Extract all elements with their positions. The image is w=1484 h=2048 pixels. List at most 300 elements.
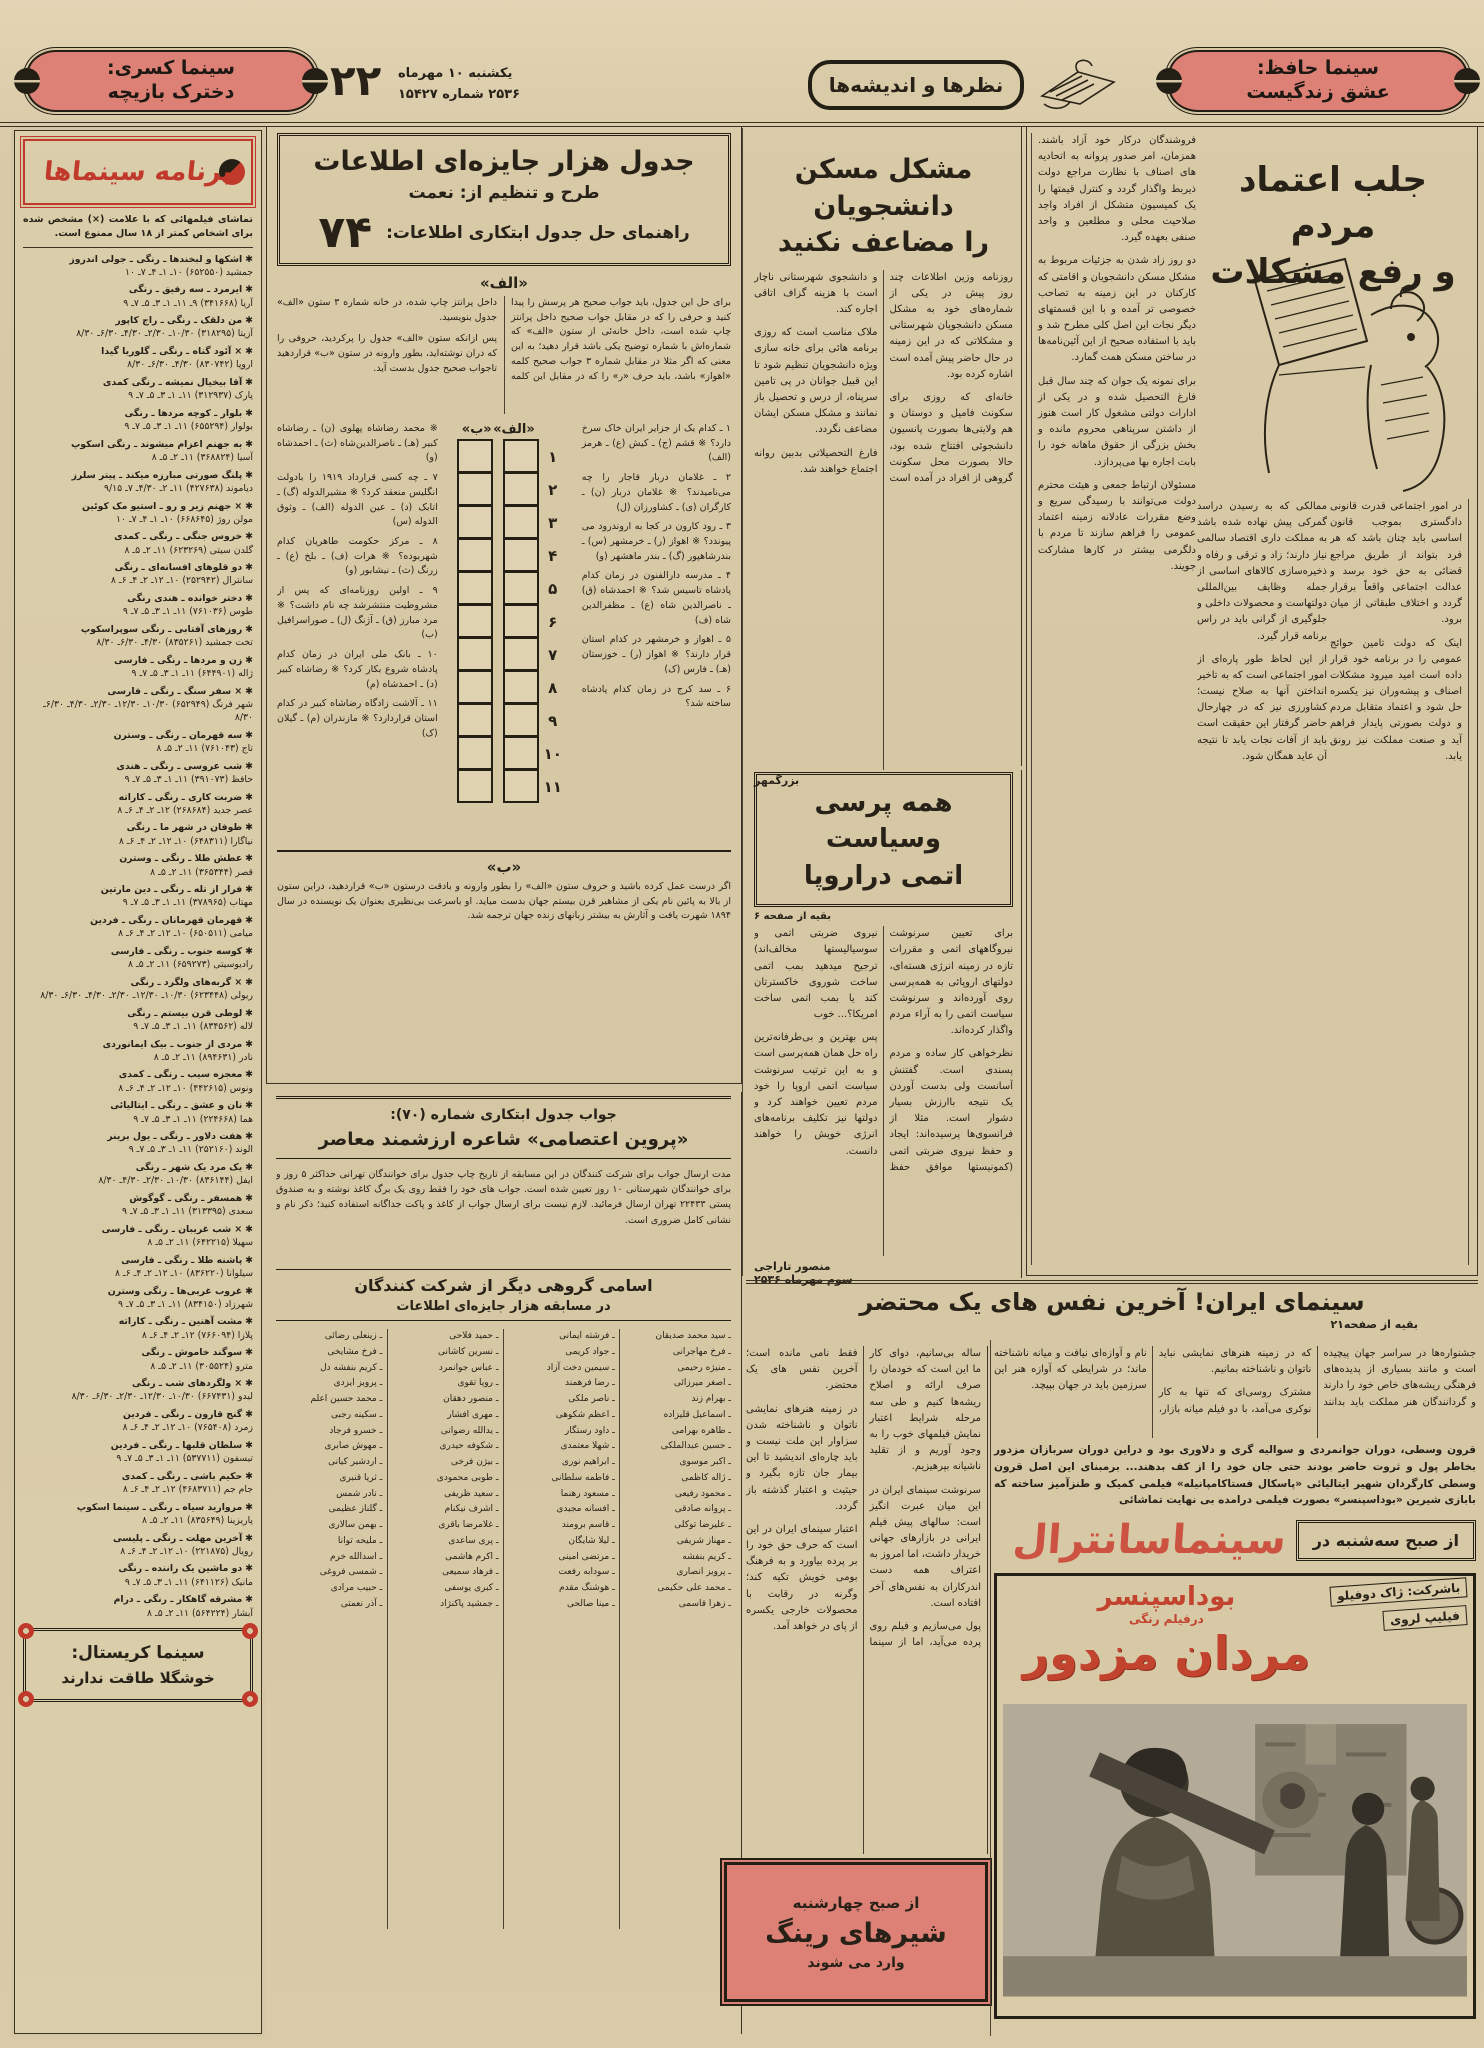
film-title: × جهنم زیر و رو ـ استیو مک کوئین bbox=[81, 500, 243, 512]
grid-label-be: «ب» bbox=[461, 422, 492, 437]
cinema-listing-item bbox=[23, 1130, 253, 1156]
article-paragraph: از این لحاظ طور پاره‌ای از امور اجتماعی است که به تاخیر انداختن آنها به صلاح نیست؛ کشاورزی نیز که در چهارحال حاضر گرفتار این حقیقت است باید از آفات نجات یابد تا نتیجه آن عاید همگان شود. bbox=[1197, 653, 1327, 762]
film-title: گنج قارون ـ رنگی ـ فردین bbox=[122, 1409, 243, 1421]
cinema-listing-item bbox=[23, 791, 253, 817]
in-color-film-label: درفیلم رنگی bbox=[1128, 1612, 1204, 1627]
participant-name: ـ پروانه صادقی bbox=[674, 1504, 731, 1515]
cinema-showtimes: شهر فرنگ (۶۵۲۹۴۹) ۱۰/۳۰ـ ۱۲/۳۰ـ ۲/۳۰ـ ۴/۳۰ـ ۶/۳۰ـ ۸/۳۰ bbox=[43, 698, 253, 724]
article-paragraph: فارغ التحصیلاتی بدبین روانه اجتماع خواهند شد. bbox=[754, 447, 878, 475]
participant-name: ـ ملیحه توانا bbox=[337, 1535, 383, 1546]
participant-name: ـ فرهاد سمیعی bbox=[442, 1567, 499, 1578]
participant-name: ـ رضا فرهمند bbox=[565, 1378, 615, 1389]
cinema-listing-item bbox=[23, 345, 253, 371]
cinema-listing-item bbox=[23, 376, 253, 402]
film-title: × شب غریبان ـ رنگی ـ فارسی bbox=[101, 1223, 243, 1235]
grid-cell-be[interactable] bbox=[457, 736, 493, 770]
cinema-iran-body-left bbox=[746, 1346, 988, 1854]
grid-cell-alef[interactable] bbox=[503, 736, 539, 770]
star-bullet-icon: ✱ bbox=[245, 1378, 253, 1390]
participants-names bbox=[276, 1329, 731, 1929]
ring-ad-line1: از صبح چهارشنبه bbox=[792, 1893, 920, 1912]
grid-cell-be[interactable] bbox=[457, 571, 493, 605]
grid-row-number: ۹ bbox=[548, 711, 558, 730]
star-bullet-icon: ✱ bbox=[245, 945, 253, 957]
star-bullet-icon: ✱ bbox=[245, 315, 253, 327]
film-title: مشت آهنین ـ رنگی ـ کاراته bbox=[118, 1316, 243, 1328]
grid-row bbox=[457, 539, 563, 572]
cinema-showtimes: میامی (۶۵۰۵۱۱) ۱۰ـ ۱۲ـ ۲ـ ۴ـ ۶ـ ۸ bbox=[118, 928, 253, 940]
star-bullet-icon: ✱ bbox=[245, 1594, 253, 1606]
puzzle-question: ۳ ـ رود کارون در کجا به اروندرود می پیوندد؟ ※ اهواز (ر) ـ خرمشهر (س) ـ بندرشاهپور (گ) ـ بندر ماهشهر (و) bbox=[581, 521, 731, 562]
grid-cell-be[interactable] bbox=[457, 439, 493, 473]
participant-name: ـ قاسم برومند bbox=[561, 1520, 615, 1530]
participant-name: ـ علیرضا توکلی bbox=[674, 1520, 731, 1530]
cinema-showtimes: آسیا (۳۶۸۸۲۴) ۱۱ـ ۲ـ ۵ـ ۸ bbox=[151, 451, 253, 463]
cinema-listing-item bbox=[23, 438, 253, 464]
grid-cell-be[interactable] bbox=[457, 769, 493, 803]
star-bullet-icon: ✱ bbox=[245, 624, 253, 635]
participant-name: ـ پرویز انصاری bbox=[676, 1567, 731, 1578]
grid-cell-alef[interactable] bbox=[503, 604, 539, 638]
participant-name: ـ فاطمه سلطانی bbox=[551, 1472, 615, 1483]
film-title: دو ماشین یک راننده ـ رنگی bbox=[118, 1563, 243, 1575]
cinema-program-header bbox=[23, 139, 253, 205]
mozdoor-ad-box bbox=[994, 1573, 1476, 2019]
cinema-iran-page-ref: بقیه از صفحه۲۱ bbox=[1330, 1318, 1418, 1331]
page-number: ۲۲ bbox=[330, 56, 382, 105]
star-bullet-icon: ✱ bbox=[245, 1347, 253, 1359]
participant-name: ـ بهرام زند bbox=[691, 1394, 731, 1404]
grid-cell-alef[interactable] bbox=[503, 769, 539, 803]
grid-cell-alef[interactable] bbox=[503, 505, 539, 539]
cinema-listing-item bbox=[23, 1068, 253, 1094]
grid-row-number: ۵ bbox=[548, 579, 558, 598]
puzzle-alef-heading: «الف» bbox=[479, 274, 529, 292]
cinema-listing-item bbox=[23, 407, 253, 433]
trust-body-col1 bbox=[1031, 133, 1196, 1265]
participant-name: ـ نادر شمس bbox=[336, 1488, 383, 1499]
grid-row-number: ۱۱ bbox=[543, 777, 562, 796]
star-bullet-icon: ✱ bbox=[245, 1162, 253, 1174]
ad-intro-text: قرون وسطی، دوران جوانمردی و سوالیه گری و دلاوری بود و دراین دوران سربازان مزدور بخاطر پول و ثروت حاضر بودند حتی جان خود را از کف بدهند... برمبنای این اصل قرون وسطی کارگردان شهیر ایتالیائی «پاسکال فستاکامپانیله» فیلمی کمیک و طنزآمیز ساخته که بابازی شیرین «بوداسپنسر» بصورت فیلمی درامده بی نهایت تماشائی bbox=[994, 1444, 1476, 1507]
grid-cell-alef[interactable] bbox=[503, 571, 539, 605]
participant-name: ـ فرشته ایمانی bbox=[559, 1331, 615, 1341]
participant-name: ـ خسرو فرجاد bbox=[329, 1425, 383, 1436]
film-title: سلطان قلبها ـ رنگی ـ فردین bbox=[110, 1439, 243, 1451]
bud-spencer-name: بوداسپنسر bbox=[1097, 1582, 1236, 1613]
cinema-listing-item bbox=[23, 852, 253, 878]
article-paragraph: مسئولان ارتباط جمعی و هیئت محترم دولت می‌توانند با رسیدگی سریع و وضع مقررات عادلانه زمینه اعتماد عمومی را فراهم سازند تا مردم با دلگرمی بیشتر در کارها مشارکت جویند. bbox=[1038, 479, 1196, 572]
participant-name: ـ یدالله رضوانی bbox=[440, 1425, 499, 1436]
cinema-showtimes: طوس (۷۶۱۰۳۶) ۱۱ـ ۱ـ ۳ـ ۵ـ ۷ـ ۹ bbox=[122, 606, 253, 618]
article-divider-rule bbox=[746, 1280, 1478, 1284]
grid-cell-be[interactable] bbox=[457, 670, 493, 704]
reader-illustration bbox=[1195, 245, 1471, 493]
referendum-title-line1: همه پرسی وسیاست bbox=[814, 788, 953, 855]
article-paragraph: پس بهترین و بی‌طرفانه‌ترین راه حل همان همه‌پرسی است و به این ترتیب سرنوشت سیاست اتمی اروپا را خود مردم تعیین خواهند کرد و دولتها نیز تکلیف برنامه‌های انرژی خویش را خواهند دانست. bbox=[754, 1032, 878, 1157]
film-title: × گربه‌های ولگرد ـ رنگی bbox=[130, 976, 243, 988]
grid-label-alef: «الف» bbox=[493, 422, 535, 437]
grid-cell-be[interactable] bbox=[457, 703, 493, 737]
star-bullet-icon: ✱ bbox=[245, 1563, 253, 1575]
cinema-showtimes: جمشید (۶۵۲۵۵۰) ۱۰ـ ۱ـ ۴ـ ۷ـ ۱۰ bbox=[125, 266, 253, 278]
star-bullet-icon: ✱ bbox=[245, 1285, 253, 1297]
section-title-box bbox=[808, 60, 1024, 110]
star-bullet-icon: ✱ bbox=[245, 531, 253, 543]
cinema-showtimes: مولن روژ (۶۶۸۶۴۵) ۱۰ـ ۱ـ ۴ـ ۷ـ ۱۰ bbox=[115, 513, 253, 525]
star-bullet-icon: ✱ bbox=[245, 685, 253, 697]
cinema-listing-item bbox=[23, 654, 253, 680]
film-title: زن و مردها ـ رنگی ـ فارسی bbox=[113, 654, 243, 666]
cinema-showtimes: ایفل (۸۳۶۱۴۴) ۱۰/۳۰ـ ۲/۳۰ـ ۴/۳۰ـ ۸/۳۰ bbox=[98, 1175, 253, 1187]
cinema-showtimes: پارک (۳۱۲۹۳۷) ۱۱ـ ۱ـ ۳ـ ۵ـ ۷ـ ۹ bbox=[128, 390, 253, 402]
grid-cell-alef[interactable] bbox=[503, 637, 539, 671]
participant-name: ـ پری ساعدی bbox=[448, 1535, 499, 1546]
film-title: × سفر سنگ ـ رنگی ـ فارسی bbox=[107, 685, 243, 697]
participant-name: ـ اشرف نیکنام bbox=[444, 1504, 499, 1515]
participant-name: ـ محمد حسین اعلم bbox=[310, 1394, 383, 1404]
puzzle-be-heading: «ب» bbox=[486, 858, 522, 876]
cinema-listing-item bbox=[23, 1315, 253, 1341]
participants-header bbox=[276, 1269, 731, 1321]
cinema-showtimes: جام جم (۴۶۸۳۷۱۱) ۱۲ـ ۲ـ ۴ـ ۶ـ ۸ bbox=[122, 1484, 253, 1495]
referendum-headline-box bbox=[754, 772, 1013, 907]
star-bullet-icon: ✱ bbox=[245, 1131, 253, 1143]
cinema-showtimes: زمرد (۷۶۵۴۰۸) ۱۰ـ ۱۲ـ ۲ـ ۴ـ ۶ـ ۸ bbox=[122, 1422, 253, 1434]
date-block bbox=[398, 64, 520, 106]
cinema-listing-item bbox=[23, 1254, 253, 1280]
kristal-ad-box bbox=[23, 1628, 253, 1702]
contest-note: مدت ارسال جواب برای شرکت کنندگان در این مسابقه از تاریخ چاپ جدول برای خوانندگان تهرانی حداکثر ۵ روز و برای خوانندگان شهرستانی ۱۰ روز تعیین شده است. جواب های خود را فقط روی یک برگ کاغذ نوشته و به صندوق پستی ۲۲۴۳۳ تهران ارسال فرمائید. لازم نیست برای ارسال جواب از کاغذ و پاکت جداگانه استفاده کنید؛ ذکر نام و نشانی کامل ضروری است. bbox=[276, 1169, 731, 1226]
participant-name: ـ شهلا معتمدی bbox=[560, 1441, 615, 1452]
participant-name: ـ فرخ مهاجرانی bbox=[672, 1346, 731, 1357]
section-title: نظرها و اندیشه‌ها bbox=[828, 73, 1004, 97]
film-title: اشکها و لبخندها ـ رنگی ـ جولی اندروز bbox=[69, 253, 243, 265]
referendum-body bbox=[754, 926, 1013, 1256]
cinema-showtimes: آزیتا (۳۱۸۲۹۵) ۱۰/۳۰ـ ۲/۳۰ـ ۴/۳۰ـ ۶/۳۰ـ ۸/۳۰ bbox=[76, 328, 253, 340]
cinema-listing-item bbox=[23, 914, 253, 940]
cinema-listing-item bbox=[23, 1532, 253, 1558]
article-paragraph: جشنواره‌ها در سراسر جهان پیچیده است و مانند بسیاری از پدیده‌های فرهنگی ریشه‌های خاص خود را دارند و گردانندگان هنر مملکت باید بدانند که در زمینه هنرهای نمایشی نباید ناتوان و ناشناخته بمانیم. bbox=[1158, 1348, 1476, 1408]
participant-name: ـ مهری افشار bbox=[447, 1409, 499, 1420]
film-title: نان و عشق ـ رنگی ـ ایتالیائی bbox=[110, 1100, 243, 1112]
article-paragraph: سرنوشت سینمای ایران در این میان عبرت انگیز است: سالهای پیش فیلم ایرانی در بازارهای جهانی خریدار داشت، اما امروز به اعتراف همه دست اندرکاران به نفس‌های آخر افتاده است. bbox=[869, 1484, 981, 1609]
grid-cell-be[interactable] bbox=[457, 472, 493, 506]
participant-name: ـ حسین عبدالملکی bbox=[660, 1441, 731, 1452]
cinema-listing-item bbox=[23, 883, 253, 909]
participant-name: ـ مسعود رهنما bbox=[560, 1488, 615, 1499]
column-rule bbox=[742, 128, 743, 1276]
participant-name: ـ محمد علی حکیمی bbox=[657, 1583, 731, 1593]
cinema-showtimes: گلدن سیتی (۶۲۳۲۶۹) ۱۱ـ ۲ـ ۵ـ ۸ bbox=[124, 544, 253, 556]
star-bullet-icon: ✱ bbox=[245, 884, 253, 896]
film-title: هفت دلاور ـ رنگی ـ یول برینر bbox=[107, 1131, 243, 1143]
referendum-page-ref: بقیه از صفحه ۶ bbox=[754, 911, 831, 923]
participant-name: ـ اردشیر کیانی bbox=[328, 1457, 383, 1467]
cinema-showtimes: عصر جدید (۲۶۸۶۸۴) ۱۲ـ ۲ـ ۴ـ ۶ـ ۸ bbox=[117, 804, 253, 816]
participant-name: ـ آذر نعمتی bbox=[340, 1598, 383, 1609]
article-paragraph: در امور اجتماعی قدرت قانونی دادگستری بموجب قانون اساسی باید چنان باشد که هر فرد بتواند از طریق مراجع قضائی به حق خود برسد و عدالت اجتماعی واقعاً برقرار گردد و اختلاف طبقاتی از میان برود. bbox=[1330, 501, 1462, 626]
cinema-listing-item bbox=[23, 283, 253, 309]
cinema-listing-item bbox=[23, 1099, 253, 1125]
film-title: آخرین مهلت ـ رنگی ـ پلیسی bbox=[113, 1532, 243, 1544]
instruction-paragraph: پس ازانکه ستون «الف» جدول را پرکردید، حروفی را که دران نوشته‌اید، بطور وارونه در ستون «ب» قراردهید تاجواب صحیح جدول بدست آید. bbox=[277, 333, 497, 374]
cinema-listing-item bbox=[23, 592, 253, 618]
star-bullet-icon: ✱ bbox=[245, 915, 253, 927]
grid-row bbox=[457, 572, 563, 605]
film-title: مردی از جنوب ـ بیک ایمانوردی bbox=[102, 1038, 243, 1050]
banner-ornament-icon bbox=[302, 68, 328, 94]
star-bullet-icon: ✱ bbox=[245, 1439, 253, 1451]
participant-name: ـ اسدالله خرم bbox=[329, 1551, 383, 1562]
film-title: دختر خوانده ـ هندی رنگی bbox=[127, 593, 243, 605]
from-tuesday-box: از صبح سه‌شنبه در bbox=[1296, 1520, 1476, 1561]
trust-article bbox=[1026, 126, 1478, 1276]
answer-70-value: «پروین اعتصامی» شاعره ارزشمند معاصر bbox=[318, 1129, 689, 1150]
film-still-image bbox=[1003, 1704, 1467, 1997]
participant-name: ـ مهوش صابری bbox=[324, 1441, 383, 1452]
grid-row-number: ۱ bbox=[548, 447, 558, 466]
banner-ornament-icon bbox=[1156, 68, 1182, 94]
star-bullet-icon: ✱ bbox=[245, 654, 253, 666]
participant-name: ـ اصغر میرزائی bbox=[673, 1378, 731, 1389]
star-bullet-icon: ✱ bbox=[245, 729, 253, 741]
instruction-paragraph: برای حل این جدول، باید جواب صحیح هر پرسش را پیدا کنید و حرفی را که در مقابل جواب صحیح داخل پرانتز چاپ شده است، داخل خانه‌ئی از ستون «الف» که شماره‌اش با شماره توضیح یکی باشد قرار دهید؛ به این معنی که اگر مثلا در مقابل شماره ۳ جواب صحیح کلمه «اهواز» باشد، باید حرف «ر» را که در مقابل این کلمه داخل پرانتز چاپ شده، در خانه شماره ۳ ستون «الف» جدول بنویسید. bbox=[277, 297, 731, 382]
film-title: لوطی قرن بیستم ـ رنگی bbox=[127, 1007, 243, 1019]
cinema-listing-item bbox=[23, 1562, 253, 1588]
cinema-listing-item bbox=[23, 1161, 253, 1187]
puzzle-byline: طرح و تنظیم از: نعمت bbox=[408, 183, 600, 203]
puzzle-question: ۹ ـ اولین روزنامه‌ای که پس از مشروطیت منتشرشد چه نام داشت؟ ※ مرد مبارز (ق) ـ آژنگ (ل) ـ صوراسرافیل (ب) bbox=[277, 585, 438, 641]
puzzle-questions-left bbox=[277, 422, 438, 850]
cinema-listing-item bbox=[23, 1408, 253, 1434]
cinema-listing-item bbox=[23, 530, 253, 556]
grid-row bbox=[457, 473, 563, 506]
grid-cell-alef[interactable] bbox=[503, 472, 539, 506]
participant-name: ـ سودابه رفعت bbox=[558, 1567, 615, 1578]
grid-column-labels bbox=[461, 422, 535, 437]
date-line: یکشنبه ۱۰ مهرماه bbox=[398, 66, 513, 81]
star-bullet-icon: ✱ bbox=[245, 976, 253, 988]
participant-name: ـ شمسی فروغی bbox=[319, 1567, 383, 1578]
cinema-showtimes: سیلوانا (۸۳۶۲۲۰) ۱۰ـ ۱۲ـ ۲ـ ۴ـ ۶ـ ۸ bbox=[114, 1267, 253, 1279]
cinema-listing-item bbox=[23, 1007, 253, 1033]
masthead-doodle-icon bbox=[1030, 52, 1120, 118]
grid-row-number: ۸ bbox=[548, 678, 558, 697]
puzzle-be-text: اگر درست عمل کرده باشید و حروف ستون «الف» را بطور وارونه و بادقت درستون «ب» قراردهید، دراین ستون از بالا به پائین نام یکی از مشاهیر قرن بیستم جهان بدست میاید. او باسرعت بی‌نظیری بعنوان یک نویسنده در سال ۱۸۹۴ شهرت یافت و آثارش به بیشتر زبانهای زنده جهان ترجمه شد. bbox=[277, 881, 731, 922]
film-title: خروس جنگی ـ رنگی ـ کمدی bbox=[114, 531, 243, 543]
puzzle-questions-right bbox=[582, 422, 731, 850]
participant-name: ـ کریم بنفشه bbox=[682, 1551, 731, 1562]
participant-name: ـ سید محمد صدیقان bbox=[655, 1331, 731, 1341]
grid-row-number: ۳ bbox=[548, 513, 558, 532]
answer-70-label: جواب جدول ابتکاری شماره (۷۰): bbox=[390, 1107, 617, 1123]
participants-title-line2: در مسابقه هزار جایزه‌ای اطلاعات bbox=[396, 1299, 611, 1314]
cinema-listing-item bbox=[23, 1346, 253, 1372]
article-paragraph: در زمینه هنرهای نمایشی ناتوان و ناشناخته شدن سزاوار این ملت نیست و باید چاره‌ای اندیشید تا این بیمار جان تازه بگیرد و حیثیت و اعتبار گذشته باز گردد. bbox=[746, 1403, 858, 1512]
star-bullet-icon: ✱ bbox=[245, 407, 253, 419]
grid-row-number: ۲ bbox=[548, 480, 558, 499]
banner-left-line2: دخترک بازیچه bbox=[107, 81, 235, 103]
cinema-showtimes: سانترال (۲۵۲۹۴۲) ۱۰ـ ۱۲ـ ۲ـ ۴ـ ۶ـ ۸ bbox=[110, 575, 253, 587]
participant-name: ـ عباس جوانمرد bbox=[438, 1362, 499, 1373]
costar-2: فیلیپ لروی bbox=[1383, 1605, 1468, 1631]
grid-cell-alef[interactable] bbox=[503, 538, 539, 572]
cinema-listing-item bbox=[23, 314, 253, 340]
puzzle-question: ۷ ـ چه کسی قرارداد ۱۹۱۹ را بادولت انگلیس منعقد کرد؟ ※ مشیرالدوله (گ) ـ اتابک (د) ـ عین الدوله (الف) ـ وثوق الدوله (س) bbox=[277, 472, 438, 528]
participant-name: ـ فرخ مشایخی bbox=[327, 1346, 383, 1357]
film-title: طوفان در شهر ما ـ رنگی bbox=[126, 822, 243, 834]
grid-cell-be[interactable] bbox=[457, 505, 493, 539]
housing-title-line1: مشکل مسکن دانشجویان bbox=[794, 154, 973, 222]
grid-cell-alef[interactable] bbox=[503, 703, 539, 737]
cinema-program-column bbox=[14, 130, 262, 2034]
star-bullet-icon: ✱ bbox=[245, 562, 253, 574]
participant-name: ـ افسانه مجیدی bbox=[556, 1504, 615, 1515]
participant-name: ـ اکبر موسوی bbox=[679, 1457, 731, 1467]
article-paragraph: اینک که دولت تامین حوائج عمومی را در برنامه خود قرار داده است امید میرود مشکلات اصناف و پیشه‌وران نیز یکسره حل شود و اعتماد متقابل مردم و دولت بصورتی پایدار فراهم آید و صنعت مملکت نیز رونق یابد. bbox=[1330, 637, 1462, 762]
article-paragraph: ملاک مناسب است که روزی برنامه هائی برای خانه سازی ویژه دانشجویان تنظیم شود تا این قبیل جوانان در پی تامین سرپناه، از درس و تحصیل باز نمانند و مشکل مسکن ایشان مضاعف نگردد. bbox=[754, 327, 878, 436]
kristal-cinema-name: سینما کریستال: bbox=[71, 1642, 205, 1663]
film-title: معجزه سیب ـ رنگی ـ کمدی bbox=[118, 1069, 243, 1081]
participant-name: ـ مرتضی امینی bbox=[558, 1551, 615, 1562]
cinema-listing-item bbox=[23, 1223, 253, 1249]
article-paragraph: برای تعیین سرنوشت نیروگاههای اتمی و مقررات تازه در زمینه انرژی هسته‌ای، دولتهای اروپائی به همه‌پرسی روی آورده‌اند و سرنوشت سیاست اتمی را به آراء مردم واگذار کرده‌اند. bbox=[889, 928, 1013, 1037]
film-title: روزهای آفتابی ـ رنگی سوپراسکوپ bbox=[80, 624, 243, 635]
cinema-listing-item bbox=[23, 1038, 253, 1064]
costar-1: باشرکت: ژاک دوفیلو bbox=[1329, 1577, 1467, 1607]
participant-name: ـ لیلا شایگان bbox=[568, 1535, 615, 1546]
film-title: مشرقه گاهکار ـ رنگی ـ درام bbox=[113, 1594, 243, 1606]
banner-cinema-hafez bbox=[1168, 50, 1468, 112]
issue-line: ۲۵۳۶ شماره ۱۵۴۲۷ bbox=[398, 86, 521, 102]
cinema-showtimes: مترو (۳۰۵۵۲۴) ۱۱ـ ۲ـ ۵ـ ۸ bbox=[150, 1360, 253, 1372]
participant-name: ـ اعظم شکوهی bbox=[555, 1409, 615, 1420]
rosette-icon bbox=[18, 1623, 34, 1639]
cinema-showtimes: مهتاب (۳۷۸۹۶۵) ۱۱ـ ۱ـ ۳ـ ۵ـ ۷ـ ۹ bbox=[122, 897, 253, 909]
participant-name: ـ اکرم هاشمی bbox=[445, 1551, 499, 1562]
cinema-showtimes: تیسفون (۵۳۷۷۱۱) ۱۱ـ ۱ـ ۳ـ ۵ـ ۷ـ ۹ bbox=[116, 1453, 253, 1465]
cinema-listing-item bbox=[23, 1501, 253, 1527]
grid-row-number: ۱۰ bbox=[543, 744, 562, 763]
grid-cell-be[interactable] bbox=[457, 604, 493, 638]
participant-name: ـ غلامرضا باقری bbox=[438, 1520, 499, 1530]
puzzle-question: ۱۰ ـ بانک ملی ایران در زمان کدام پادشاه شروع بکار کرد؟ ※ رضاشاه کبیر (د) ـ احمدشاه (م) bbox=[277, 649, 438, 690]
star-bullet-icon: ✱ bbox=[245, 469, 253, 481]
mozdoor-film-title: مردان مزدور bbox=[1022, 1626, 1311, 1681]
puzzle-question: ۴ ـ مدرسه دارالفنون در زمان کدام پادشاه تاسیس شد؟ ※ احمدشاه (ق) ـ ناصرالدین شاه (ع) ـ مظفرالدین شاه (ف) bbox=[581, 570, 731, 626]
puzzle-title: جدول هزار جایزه‌ای اطلاعات bbox=[313, 146, 695, 177]
article-paragraph: مشترک روسی‌ای که تنها به کار نوکری می‌آمد، با دو فیلم میانه بازار، نام و آوازه‌ای نیافت و میانه ناشناخته ماند؛ در شرایطی که آوازه هنر این سرزمین باید در جهان بپیچد. bbox=[994, 1348, 1312, 1415]
film-title: ضربت کاری ـ رنگی ـ کاراته bbox=[118, 791, 243, 803]
cinema-showtimes: آریا (۳۴۱۶۶۸) ۹ـ ۱۱ـ ۱ـ ۳ـ ۵ـ ۷ـ ۹ bbox=[123, 297, 253, 309]
participant-name: ـ منصور دهقان bbox=[443, 1394, 499, 1404]
answer-70-box bbox=[276, 1096, 731, 1159]
cinema-listing-item bbox=[23, 1192, 253, 1218]
grid-row bbox=[457, 506, 563, 539]
film-title: قهرمان قهرمانان ـ رنگی ـ فردین bbox=[90, 915, 243, 927]
film-title: سوگند خاموش ـ رنگی bbox=[141, 1347, 243, 1359]
article-paragraph: خانه‌ای که روزی برای سکونت فامیل و دوستان و هم ولایتی‌ها بصورت پانسیون دانشجوئی افتتاح شده بود، حالا بصورت محل سکونت گروهی از افراد در آمده است و دانشجوی شهرستانی ناچار است با هزینه گزاف اتاقی اجاره کند. bbox=[754, 271, 1013, 484]
grid-cell-alef[interactable] bbox=[503, 670, 539, 704]
star-bullet-icon: ✱ bbox=[245, 1038, 253, 1050]
cinema-listing-item bbox=[23, 500, 253, 526]
film-title: کوسه جنوب ـ رنگی ـ فارسی bbox=[110, 945, 243, 957]
grid-cell-be[interactable] bbox=[457, 538, 493, 572]
cinema-showtimes: حافظ (۳۹۱۰۷۳) ۱۱ـ ۱ـ ۳ـ ۵ـ ۷ـ ۹ bbox=[124, 773, 253, 785]
housing-article bbox=[746, 126, 1022, 787]
cinema-listing-item bbox=[23, 1470, 253, 1496]
participant-name: ـ ژاله کاظمی bbox=[681, 1472, 731, 1483]
grid-row-number: ۴ bbox=[548, 546, 558, 565]
participant-name: ـ اسماعیل قلیزاده bbox=[663, 1409, 731, 1420]
grid-row bbox=[457, 440, 563, 473]
grid-cell-alef[interactable] bbox=[503, 439, 539, 473]
referendum-title-line2: اتمی دراروپا bbox=[803, 860, 964, 891]
cinema-showtimes: ژاله (۶۴۴۹۰۱) ۱۱ـ ۱ـ ۳ـ ۵ـ ۷ـ ۹ bbox=[131, 668, 253, 680]
cinema-showtimes: سعدی (۳۱۳۳۹۵) ۱۱ـ ۱ـ ۳ـ ۵ـ ۷ـ ۹ bbox=[121, 1206, 253, 1218]
film-title: به جهنم اعزام میشوند ـ رنگی اسکوپ bbox=[70, 438, 243, 450]
participants-title-line1: اسامی گروهی دیگر از شرکت کنندگان bbox=[354, 1276, 653, 1295]
grid-row bbox=[457, 605, 563, 638]
participant-name: ـ کبری یوسفی bbox=[444, 1583, 499, 1593]
cinema-showtimes: تخت جمشید (۸۳۵۲۶۱) ۴/۳۰ـ ۶/۳۰ـ ۸/۳۰ bbox=[96, 637, 253, 649]
cinema-listing-item bbox=[23, 561, 253, 587]
participant-name: ـ سعید ظریفی bbox=[444, 1488, 499, 1499]
cinema-listing-item bbox=[23, 729, 253, 755]
star-bullet-icon: ✱ bbox=[245, 1501, 253, 1513]
star-bullet-icon: ✱ bbox=[245, 377, 253, 388]
puzzle-question: ۱ ـ کدام یک از جزایر ایران خاک سرخ دارد؟ ※ قشم (ج) ـ کیش (ع) ـ هرمز (الف) bbox=[581, 423, 731, 464]
puzzle-question: ۲ ـ غلامان دربار قاجار را چه می‌نامیدند؟ ※ غلامان دربار (ن) ـ کارگران (ی) ـ کشاورزان (ل) bbox=[581, 472, 731, 513]
grid-cell-be[interactable] bbox=[457, 637, 493, 671]
grid-row bbox=[457, 737, 563, 770]
film-title: شب عروسی ـ رنگی ـ هندی bbox=[116, 760, 243, 772]
housing-title-line2: را مضاعف نکنید bbox=[777, 227, 990, 259]
cinema-listing-item bbox=[23, 1377, 253, 1403]
cinema-listing-item bbox=[23, 1439, 253, 1465]
film-title: مروارید سیاه ـ رنگی ـ سینما اسکوپ bbox=[76, 1501, 243, 1513]
puzzle-section bbox=[266, 126, 742, 1084]
film-title: سه قهرمان ـ رنگی ـ وسترن bbox=[113, 729, 243, 741]
participant-name: ـ سیمین دخت آزاد bbox=[546, 1362, 615, 1373]
film-title: × ولگردهای شب ـ رنگی bbox=[131, 1378, 243, 1390]
grid-row bbox=[457, 704, 563, 737]
article-paragraph: روزنامه وزین اطلاعات چند روز پیش در یکی از شماره‌های خود به مشکل مسکن دانشجویان شهرستانی و مشکلاتی که در این زمینه در حال حاضر پیش آمده است اشاره کرده بود. bbox=[889, 271, 1013, 380]
puzzle-question: ۶ ـ سد کرج در زمان کدام پادشاه ساخته شد؟ bbox=[581, 683, 731, 710]
cinema-showtimes: اروپا (۸۳۰۷۴۲) ۴/۳۰ـ ۶/۳۰ـ ۸/۳۰ bbox=[127, 359, 253, 371]
article-paragraph: ممالکی که به رسیدن دراسد گمرکی پیش نهاده شده باشد به مملکت داری اقتصاد سالمی نیاز دارند؛ زاد و ترقی و رفاه و ذخیره‌سازی کالاهای اساسی از جمله وظایف بین‌المللی دولتهاست و محصولات داخلی و جلوگیری از گرانی باید در راس برنامه قرار گیرد. bbox=[1197, 501, 1327, 642]
ring-lions-ad bbox=[724, 1862, 988, 2002]
participant-name: ـ ثریا قنبری bbox=[339, 1472, 383, 1483]
participant-name: ـ طاهره بهرامی bbox=[671, 1425, 731, 1436]
trust-title-line1: جلب اعتماد مردم bbox=[1239, 159, 1427, 246]
film-title: پلنگ صورتی مبارزه میکند ـ پیتر سلرز bbox=[71, 469, 243, 481]
column-rule bbox=[990, 1340, 991, 2036]
cinema-showtimes: قصر (۳۶۵۳۴۴) ۱۱ـ ۲ـ ۵ـ ۸ bbox=[150, 866, 253, 878]
star-bullet-icon: ✱ bbox=[245, 253, 253, 265]
masthead bbox=[0, 34, 1484, 122]
puzzle-question: ۱۱ ـ آلاشت زادگاه رضاشاه کبیر در کدام استان قراردارد؟ ※ مازندران (م) ـ گیلان (ک) bbox=[277, 698, 438, 739]
article-paragraph: برای نمونه یک جوان که چند سال قبل فارغ التحصیل شده و در یکی از ادارات دولتی مشغول کار است هنوز از داشتن سرپناهی محروم مانده و بخش بزرگی از حقوق ماهانه خود را بابت اجاره بها می‌پردازد. bbox=[1038, 375, 1196, 468]
participant-name: ـ بهمن سالاری bbox=[328, 1520, 383, 1530]
participant-name: ـ جواد کریمی bbox=[565, 1346, 615, 1357]
film-title: بلوار ـ کوچه مردها ـ رنگی bbox=[124, 407, 243, 419]
article-paragraph: فروشندگان درکار خود آزاد باشند. همزمان، امر صدور پروانه به اتحادیه های اصناف با نظارت مراجع دولت ذیربط واگذار گردد و کنترل قیمتها را یک کمیسیون متشکل از افراد واجد صلاحیت محلی و مطلعین و واحد صنفی بعهده گیرد. bbox=[1038, 135, 1196, 244]
star-bullet-icon: ✱ bbox=[245, 438, 253, 450]
star-bullet-icon: ✱ bbox=[245, 822, 253, 834]
participant-name: ـ رویا تقوی bbox=[457, 1378, 499, 1389]
